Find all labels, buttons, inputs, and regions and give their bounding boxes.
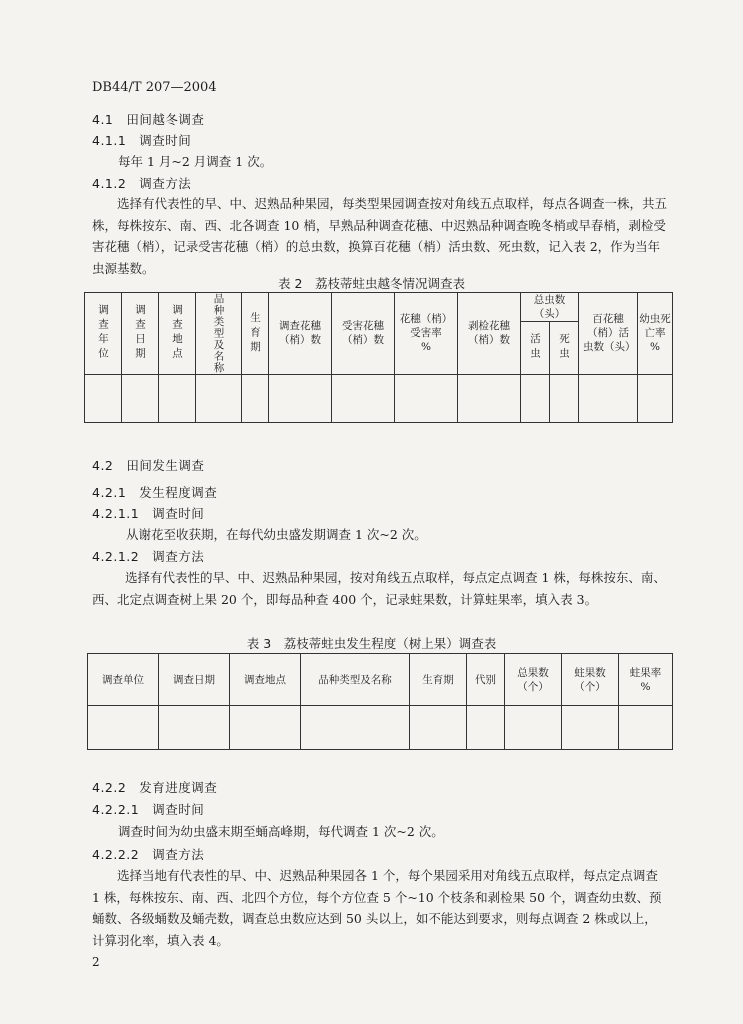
- t2-header-year: 调查年位: [85, 293, 122, 375]
- t2-header-alive: 活虫: [521, 322, 550, 374]
- document-code: DB44/T 207—2004: [92, 80, 217, 95]
- t3-header-generation: 代别: [467, 654, 505, 706]
- paragraph-4-2-1-2: 选择有代表性的早、中、迟熟品种果园，按对角线五点取样，每点定点调查 1 株，每株按东、南、西、北定点调查树上果 20 个，即每品种查 400 个，记录蛀果数，计算蛀果率，填入表 3。: [92, 570, 666, 607]
- t3-header-unit: 调查单位: [88, 654, 159, 706]
- paragraph-4-1-1: 每年 1 月~2 月调查 1 次。: [118, 154, 273, 169]
- t2-header-dead: 死虫: [550, 322, 579, 374]
- t2-empty-row: [85, 374, 673, 422]
- heading-4-2-2-2: 4.2.2.2 调查方法: [92, 847, 205, 862]
- t2-header-damage-rate: 花穗（梢） 受害率 %: [395, 293, 458, 375]
- t2-header-variety: 品种类型及名称: [196, 293, 242, 375]
- t3-header-total-fruit: 总果数 （个）: [505, 654, 562, 706]
- t2-header-total-insects: 总虫数 （头）: [521, 293, 579, 322]
- table3-caption: 表 3 荔枝蒂蛀虫发生程度（树上果）调查表: [246, 636, 497, 651]
- paragraph-4-2-2-2: 选择当地有代表性的早、中、迟熟品种果园各 1 个，每个果园采用对角线五点取样，每点定点调查 1 株，每株按东、南、西、北四个方位，每个方位查 5 个~10 个枝条和剥检果 50 个，调查幼虫数、预蛹数、各级蛹数及蛹壳数，调查总虫数应达到 50 头以上，如不能达到要求，则每点调查 2 株或以上，计算羽化率，填入表 4。: [92, 868, 662, 948]
- t3-header-bored-fruit: 蛀果数 （个）: [562, 654, 619, 706]
- heading-4-2: 4.2 田间发生调查: [92, 458, 205, 473]
- paragraph-4-1-2: 选择有代表性的早、中、迟熟品种果园，每类型果园调查按对角线五点取样，每点各调查一株，共五株，每株按东、南、西、北各调查 10 梢，早熟品种调查花穗、中迟熟品种调查晚冬梢或早春梢，剥检受害花穗（梢），记录受害花穗（梢）的总虫数，换算百花穗（梢）活虫数、死虫数，记入表 2，作为当年虫源基数。: [92, 196, 668, 276]
- paragraph-4-2-1-1: 从谢花至收获期，在每代幼虫盛发期调查 1 次~2 次。: [126, 527, 427, 542]
- t3-empty-row: [88, 706, 673, 750]
- t3-header-date: 调查日期: [159, 654, 230, 706]
- t3-header-variety: 品种类型及名称: [301, 654, 410, 706]
- table-2: [84, 292, 673, 423]
- table-3: [87, 653, 673, 750]
- heading-4-2-2: 4.2.2 发育进度调查: [92, 780, 218, 795]
- paragraph-4-2-2-1: 调查时间为幼虫盛末期至蛹高峰期，每代调查 1 次~2 次。: [118, 824, 444, 839]
- heading-4-2-1: 4.2.1 发生程度调查: [92, 485, 218, 500]
- t2-header-stage: 生育期: [242, 293, 269, 375]
- t2-header-date: 调查日期: [122, 293, 159, 375]
- t3-header-bored-rate: 蛀果率 %: [619, 654, 673, 706]
- t2-header-place: 调查地点: [159, 293, 196, 375]
- t2-header-mortality: 幼虫死 亡率 %: [638, 293, 673, 375]
- heading-4-2-2-1: 4.2.2.1 调查时间: [92, 802, 205, 817]
- page-number: 2: [92, 955, 100, 969]
- heading-4-2-1-1: 4.2.1.1 调查时间: [92, 506, 205, 521]
- t2-header-damaged: 受害花穗（梢）数: [332, 293, 395, 375]
- t3-header-place: 调查地点: [230, 654, 301, 706]
- heading-4-1-1: 4.1.1 调查时间: [92, 133, 192, 148]
- t2-header-surveyed: 调查花穗（梢）数: [269, 293, 332, 375]
- table2-caption: 表 2 荔枝蒂蛀虫越冬情况调查表: [278, 276, 465, 291]
- t2-header-dissected: 剥检花穗（梢）数: [458, 293, 521, 375]
- heading-4-1: 4.1 田间越冬调查: [92, 112, 205, 127]
- t2-header-hundred-alive: 百花穗（梢）活虫数（头）: [579, 293, 638, 375]
- heading-4-2-1-2: 4.2.1.2 调查方法: [92, 549, 205, 564]
- heading-4-1-2: 4.1.2 调查方法: [92, 176, 192, 191]
- t3-header-stage: 生育期: [410, 654, 467, 706]
